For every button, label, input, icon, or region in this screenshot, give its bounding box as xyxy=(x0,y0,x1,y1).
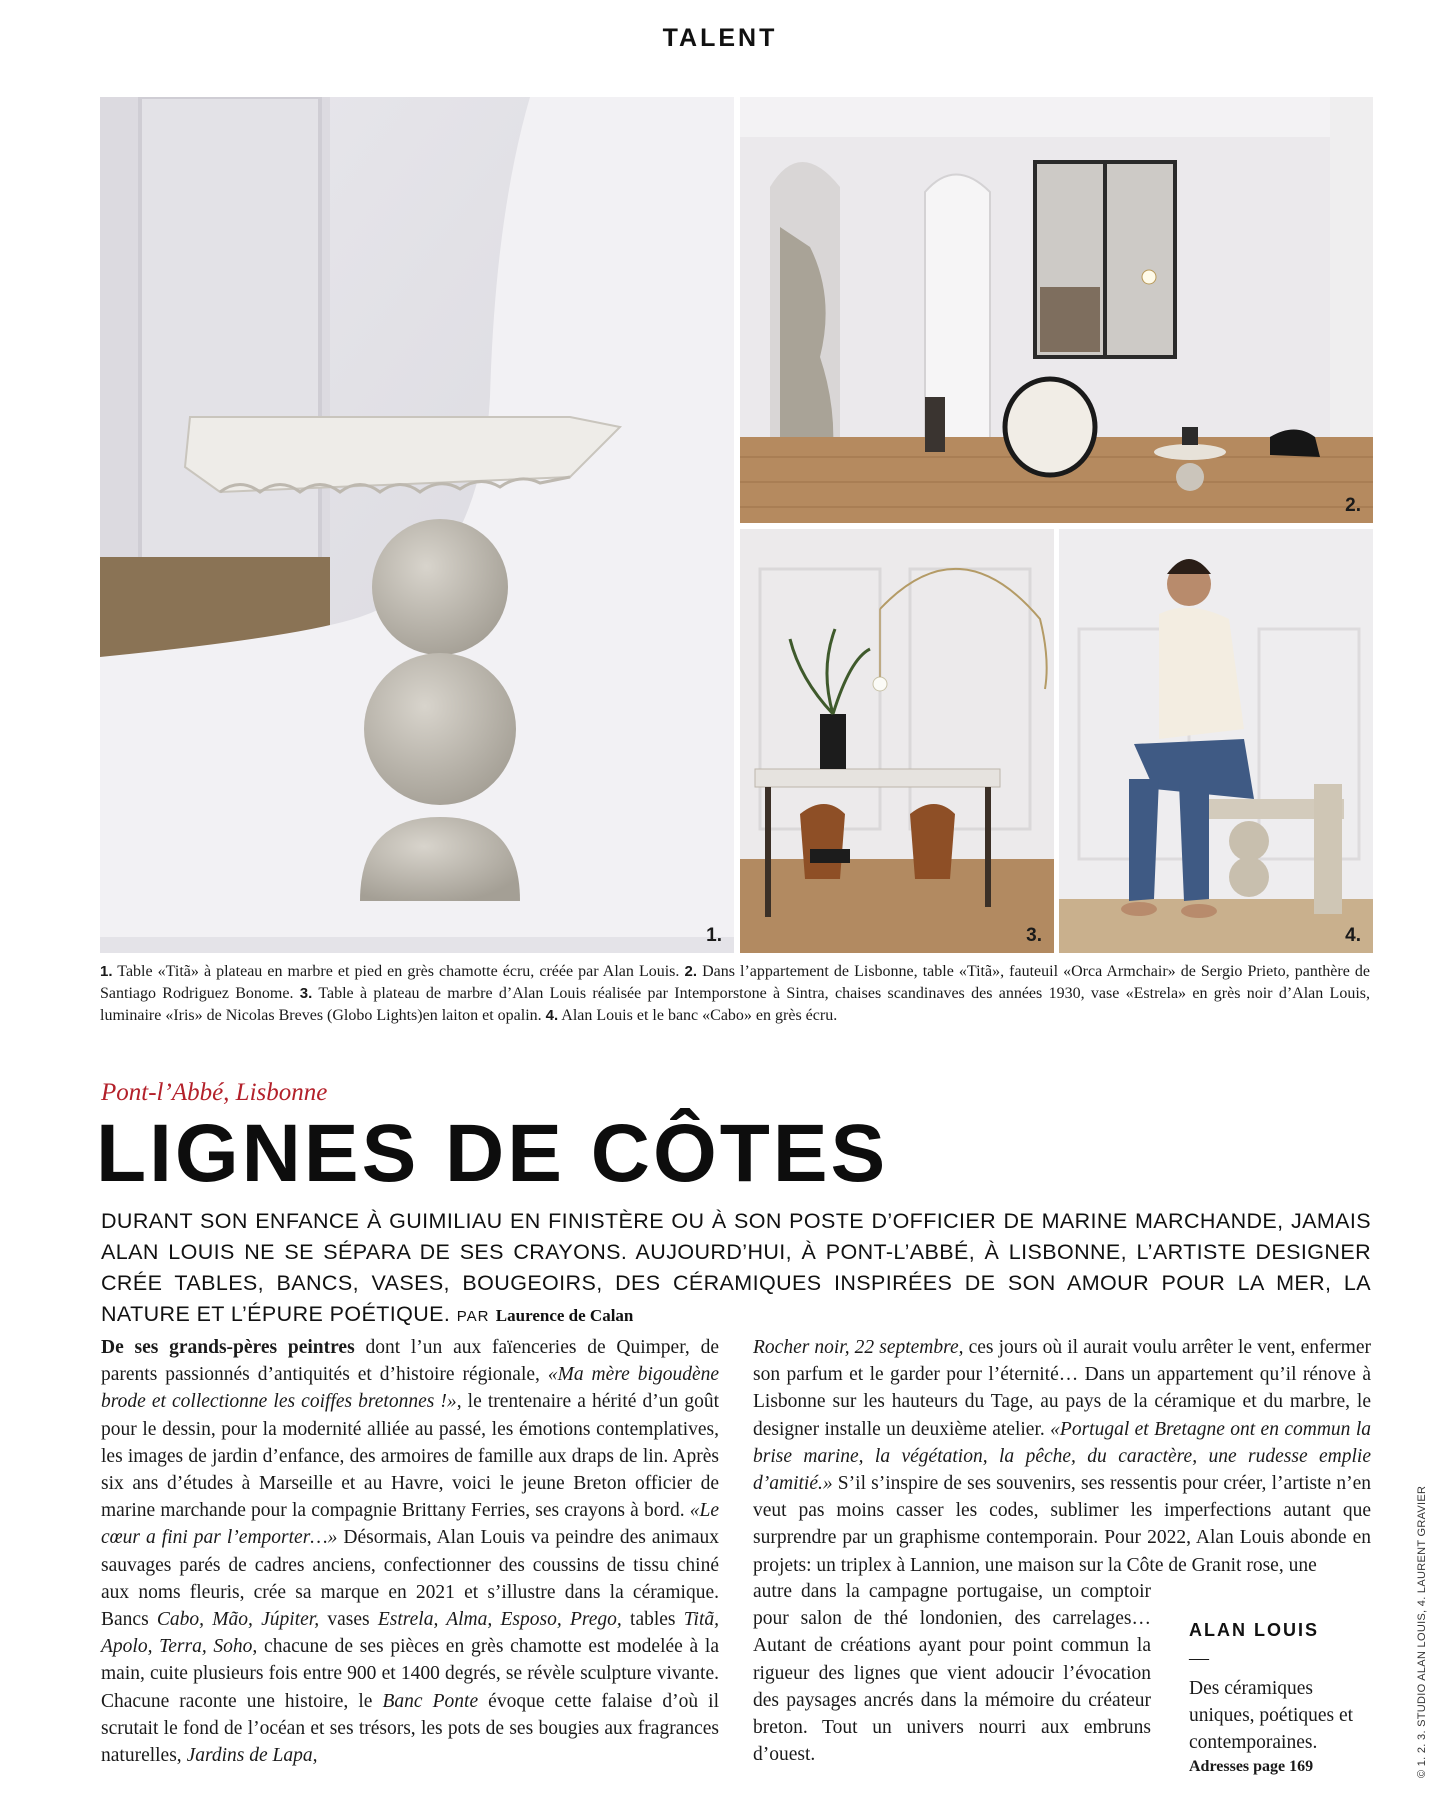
byline-par: PAR xyxy=(456,1308,490,1325)
product-names: Estrela, Alma, Esposo, Prego, xyxy=(377,1609,622,1631)
quote: «Ma mère bigoudène brode et collectionne les coiffes bretonnes !» xyxy=(101,1364,720,1413)
photo-number: 2. xyxy=(1345,495,1361,516)
caption-text: Table à plateau de marbre d’Alan Louis réalisée par Intemporstone à Sintra, chaises scandinaves des années 1930, vase «Estrela» en grès noir d’Alan Louis, luminaire «Iris» de Nicolas Breves (Globo Lights)en laiton et opalin. xyxy=(100,985,1370,1024)
caption-number: 4. xyxy=(545,1007,559,1024)
quote: «Le cœur a fini par l’emporter…» xyxy=(101,1500,719,1549)
body-text: Désormais, Alan Louis va peindre des animaux sauvages parés de cadres anciens, confectionner des coussins de tissu chiné aux noms fleuris, crée sa marque en 2021 et s’illustre dans la céramique. Bancs xyxy=(101,1527,719,1631)
product-names: Jardins de Lapa, xyxy=(186,1745,318,1767)
body-text: ces jours où il aurait voulu arrêter le vent, enfermer son parfum et le garder pour l’éternité… Dans un appartement qu’il rénove à Lisbonne sur les hauteurs du Tage, au pays de la céramique et du marbre, le designer installe un deuxième atelier. xyxy=(753,1337,1371,1440)
body-text: tables xyxy=(621,1609,684,1631)
lead-in: De ses grands-pères peintres xyxy=(101,1337,355,1358)
photo-credit: © 1. 2. 3. STUDIO ALAN LOUIS, 4. LAURENT GRAVIER xyxy=(1416,1485,1428,1778)
product-names: Rocher noir, 22 septembre, xyxy=(753,1337,964,1358)
sidebar-dash: — xyxy=(1189,1647,1209,1669)
article-headline: LIGNES DE CÔTES xyxy=(96,1108,889,1199)
body-text: chacune de ses pièces en grès chamotte est modelée à la main, cuite plusieurs fois entre 900 et 1400 degrés, se révèle sculpture vivante. Chacune raconte une histoire, le xyxy=(101,1636,719,1712)
photo-number: 4. xyxy=(1345,925,1361,946)
sidebar-text: Des céramiques uniques, poétiques et contemporaines. xyxy=(1189,1678,1354,1753)
photo-2-lisbon-apartment xyxy=(740,97,1373,523)
designer-sidebar xyxy=(1189,1620,1371,1776)
article-kicker: Pont-l’Abbé, Lisbonne xyxy=(101,1079,328,1106)
photo-captions xyxy=(100,961,1370,1027)
body-text: évoque cette falaise d’où il scrutait le fond de l’océan et ses trésors, les pots de ses bougies aux fragrances naturelles, xyxy=(101,1690,719,1767)
body-text: vases xyxy=(319,1609,378,1631)
caption-number: 3. xyxy=(299,985,313,1002)
body-text: autre dans la campagne portugaise, un comptoir pour salon de thé londonien, des carrelages… Autant de créations ayant pour point commun la rigueur des lignes que vient adoucir l’évocation des paysages ancrés dans la mémoire du créateur breton. Tout un univers nourri aux embruns d’ouest. xyxy=(753,1581,1151,1766)
body-text: , le trentenaire a hérité d’un goût pour le dessin, pour la modernité alliée au passé, les émotions contemplatives, les images de jardin d’enfance, des armoires de famille aux draps de lin. Après six ans d’études à Marseille et au Havre, voici le jeune Breton officier de marine marchande pour la compagnie Brittany Ferries, ses crayons à bord. xyxy=(101,1391,720,1522)
article-standfirst xyxy=(101,1206,1371,1332)
body-column-right xyxy=(753,1334,1371,1579)
body-text: dont l’un aux faïenceries de Quimper, de parents passionnés d’antiquités et d’histoire régionale, xyxy=(101,1337,719,1386)
body-text: S’il s’inspire de ses souvenirs, ses ressentis pour créer, l’artiste n’en veut pas moins casser les codes, sublimer les imperfections autant que surprendre par un graphisme contemporain. Pour 2022, Alan Louis abonde en projets: un triplex à Lannion, une maison sur la Côte de Granit rose, une xyxy=(753,1473,1371,1576)
caption-text: Dans l’appartement de Lisbonne, table «Titã», fauteuil «Orca Armchair» de Sergio Prieto, panthère de Santiago Rodriguez Bonome. xyxy=(100,963,1371,1002)
photo-1-table-tita xyxy=(100,97,734,953)
caption-text: Alan Louis et le banc «Cabo» en grès écru. xyxy=(558,1007,838,1024)
photo-4-alan-louis-portrait xyxy=(1059,529,1373,953)
body-column-right-continued xyxy=(753,1578,1151,1768)
sidebar-address-ref: Adresses page 169 xyxy=(1189,1758,1314,1775)
byline-author: Laurence de Calan xyxy=(495,1306,634,1325)
body-column-left xyxy=(101,1334,719,1769)
photo-3-dining-table xyxy=(740,529,1054,953)
photo-number: 3. xyxy=(1026,925,1042,946)
section-label: TALENT xyxy=(662,24,778,52)
product-names: Titã, Apolo, Terra, Soho, xyxy=(101,1609,719,1658)
photo-number: 1. xyxy=(706,925,722,946)
caption-number: 1. xyxy=(100,963,113,980)
sidebar-title: ALAN LOUIS xyxy=(1189,1620,1319,1640)
product-names: Banc Ponte xyxy=(382,1690,479,1712)
standfirst-text: DURANT SON ENFANCE À GUIMILIAU EN FINISTÈRE OU À SON POSTE D’OFFICIER DE MARINE MARCHANDE, JAMAIS ALAN LOUIS NE SE SÉPARA DE SES CRAYONS. AUJOURD’HUI, À PONT-L’ABBÉ, À LISBONNE, L’ARTISTE DESIGNER CRÉE TABLES, BANCS, VASES, BOUGEOIRS, DES CÉRAMIQUES INSPIRÉES DE SON AMOUR POUR LA MER, LA NATURE ET L’ÉPURE POÉTIQUE. xyxy=(101,1209,1371,1326)
quote: «Portugal et Bretagne ont en commun la brise marine, la végétation, la pêche, du caractère, une rudesse emplie d’amitié.» xyxy=(753,1418,1371,1495)
caption-text: Table «Titã» à plateau en marbre et pied en grès chamotte écru, créée par Alan Louis. xyxy=(112,963,685,980)
caption-number: 2. xyxy=(684,963,697,980)
product-names: Cabo, Mão, Júpiter, xyxy=(156,1609,320,1631)
